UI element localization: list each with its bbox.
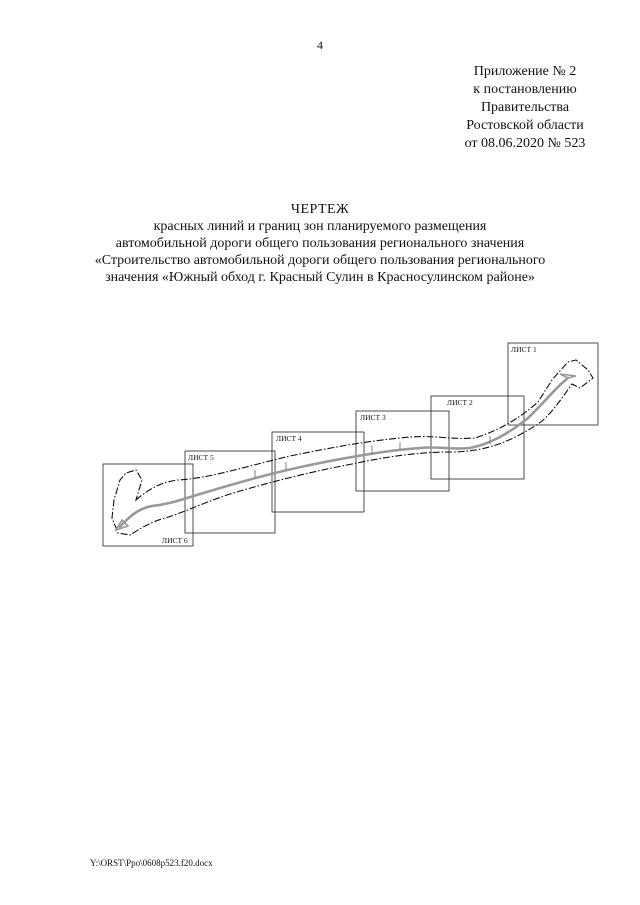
document-title	[0, 201, 640, 286]
appendix-line: к постановлению	[473, 82, 577, 97]
road-end-marker-east	[560, 374, 576, 378]
title-heading: ЧЕРТЕЖ	[290, 202, 350, 217]
sheet-frame-5	[185, 451, 275, 533]
road-layout-drawing	[90, 330, 610, 560]
title-line: красных линий и границ зон планируемого размещения	[153, 219, 487, 234]
footer-file-path: Y:\ORST\Ppo\0608p523.f20.docx	[90, 858, 213, 868]
sheet-label-1: ЛИСТ 1	[511, 345, 537, 354]
appendix-line: Ростовской области	[466, 118, 584, 133]
appendix-line: Правительства	[480, 100, 570, 115]
sheet-frame-4	[272, 432, 364, 512]
sheet-label-3: ЛИСТ 3	[360, 413, 386, 422]
appendix-line: от 08.06.2020 № 523	[464, 136, 586, 151]
title-line: «Строительство автомобильной дороги общего пользования регионального	[94, 253, 546, 268]
zone-boundary	[112, 360, 593, 535]
sheet-frame-6	[103, 464, 193, 546]
title-line: значения «Южный обход г. Красный Сулин в Красносулинском районе»	[105, 270, 535, 285]
sheet-label-4: ЛИСТ 4	[276, 434, 302, 443]
appendix-header	[440, 63, 610, 153]
appendix-line: Приложение № 2	[473, 64, 577, 79]
title-line: автомобильной дороги общего пользования регионального значения	[115, 236, 525, 251]
sheet-label-6: ЛИСТ 6	[162, 536, 188, 545]
page-number: 4	[317, 38, 323, 52]
sheet-label-2: ЛИСТ 2	[447, 398, 473, 407]
sheet-label-5: ЛИСТ 5	[188, 453, 214, 462]
